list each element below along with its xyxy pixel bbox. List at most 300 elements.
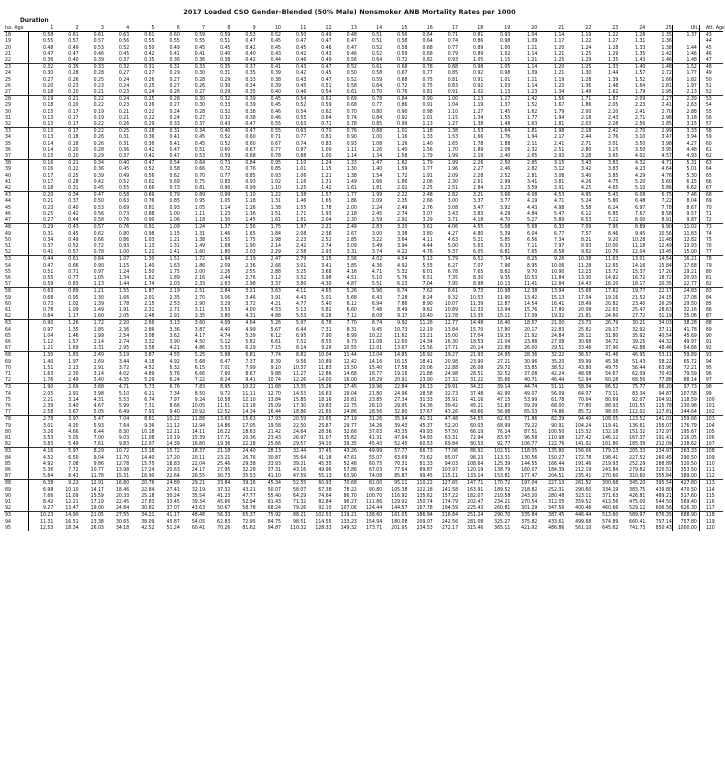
rate-cell: 0.93 <box>346 140 357 147</box>
rate-cell: 124.44 <box>365 505 383 512</box>
rate-cell: 24.40 <box>230 448 255 455</box>
rate-cell: 0.45 <box>270 44 281 51</box>
rate-cell: 0.71 <box>321 121 332 128</box>
ultimate-rate-cell: 41.78 <box>672 327 699 333</box>
rate-cell: 0.64 <box>371 82 383 89</box>
table-row <box>4 377 723 384</box>
rate-cell: 18.86 <box>293 409 307 416</box>
ultimate-rate-cell: 130.98 <box>672 403 699 409</box>
issue-age-cell: 63 <box>4 320 28 327</box>
rate-cell: 0.52 <box>118 44 130 51</box>
rate-cell: 26.55 <box>191 473 206 480</box>
rate-cell: 21.00 <box>537 320 564 327</box>
rate-cell: 0.72 <box>93 242 104 249</box>
rate-cell: 5.47 <box>79 416 104 423</box>
rate-cell: 45.66 <box>217 499 231 506</box>
rate-cell: 61.43 <box>267 499 281 506</box>
rate-cell: 1.81 <box>510 128 537 135</box>
rate-cell: 0.26 <box>93 140 104 147</box>
rate-cell: 0.63 <box>118 198 130 205</box>
rate-cell: 0.47 <box>321 38 332 45</box>
rate-cell: 1.30 <box>220 217 231 224</box>
rate-cell: 1.77 <box>527 114 538 121</box>
rate-cell: 1.75 <box>245 236 256 243</box>
rate-cell: 53.11 <box>645 352 672 359</box>
rate-cell: 2.52 <box>500 172 511 179</box>
rate-cell: 40.71 <box>524 377 538 384</box>
rate-cell: 5.68 <box>194 358 206 365</box>
rate-cell: 0.90 <box>397 108 408 115</box>
ultimate-rate-cell: 1.48 <box>672 57 699 64</box>
attained-age-cell: 44 <box>699 38 723 44</box>
rate-cell: 3.14 <box>68 396 79 403</box>
issue-age-cell: 73 <box>4 384 28 391</box>
rate-cell: 2.98 <box>245 281 256 288</box>
rate-cell: 0.21 <box>28 198 53 204</box>
rate-cell: 3.32 <box>144 338 155 345</box>
rate-cell: 1.86 <box>346 198 357 205</box>
rate-cell: 14.43 <box>578 281 592 288</box>
rate-cell: 25.82 <box>578 326 592 333</box>
rate-cell: 172.97 <box>655 428 672 435</box>
rate-cell: 561.10 <box>575 524 592 531</box>
rate-cell: 53.99 <box>524 396 538 403</box>
rate-cell: 7.57 <box>581 230 592 237</box>
rate-cell: 1.94 <box>554 114 565 121</box>
rate-cell: 3.72 <box>245 300 256 307</box>
ultimate-rate-cell: 2.13 <box>672 89 699 96</box>
rate-cell: 17.58 <box>394 364 408 371</box>
rate-cell: 4.89 <box>144 370 155 377</box>
rate-cell: 0.24 <box>104 96 129 103</box>
rate-cell: 74.08 <box>368 473 383 480</box>
rate-cell: 3.53 <box>220 306 231 313</box>
rate-cell: 26.76 <box>242 454 256 461</box>
rate-cell: 3.09 <box>346 242 357 249</box>
rate-cell: 167.78 <box>416 505 433 512</box>
rate-cell: 0.51 <box>371 32 383 39</box>
rate-cell: 0.45 <box>220 44 231 51</box>
rate-cell: 0.85 <box>169 198 180 205</box>
rate-cell: 1.21 <box>527 57 538 64</box>
rate-cell: 12.53 <box>28 525 53 531</box>
rate-cell: 7.67 <box>635 210 646 217</box>
rate-cell: 5.12 <box>220 338 231 345</box>
issue-age-cell: 81 <box>5 435 11 441</box>
rate-cell: 21.04 <box>497 338 511 345</box>
rate-cell: 43.26 <box>332 448 357 455</box>
rate-cell: 1.02 <box>68 300 79 307</box>
rate-cell: 1.22 <box>581 38 592 45</box>
ultimate-rate-cell: 320.50 <box>672 461 699 467</box>
rate-cell: 10.04 <box>306 352 331 359</box>
rate-cell: 2.03 <box>245 249 256 256</box>
rate-cell: 281.08 <box>467 518 484 525</box>
rate-cell: 19.16 <box>605 294 619 301</box>
rate-cell: 51.43 <box>632 358 646 365</box>
rate-cell: 19.16 <box>394 370 408 377</box>
rate-cell: 0.18 <box>68 134 79 141</box>
issue-age-cell: 46 <box>5 210 11 217</box>
rate-cell: 1.46 <box>68 332 79 339</box>
rate-cell: 7.08 <box>68 460 79 467</box>
rate-cell: 1.09 <box>527 38 538 45</box>
rate-cell: 315.46 <box>467 524 484 531</box>
rate-cell: 14.86 <box>217 422 231 429</box>
rate-cell: 37.90 <box>605 345 619 352</box>
rate-cell: 3.60 <box>180 320 205 327</box>
rate-cell: 7.65 <box>473 268 484 275</box>
rate-cell: 2.66 <box>270 262 281 269</box>
attained-age-cell: 48 <box>699 64 723 71</box>
rate-cell: 46.44 <box>551 377 565 384</box>
rate-cell: 3.49 <box>371 242 383 249</box>
rate-cell: 24.96 <box>394 390 408 397</box>
rate-cell: 0.78 <box>357 96 382 103</box>
rate-cell: 0.36 <box>194 57 206 64</box>
rate-cell: 0.64 <box>422 32 433 39</box>
rate-cell: 86.70 <box>343 492 357 499</box>
ultimate-rate-cell: 427.80 <box>672 480 699 487</box>
rate-cell: 10.37 <box>293 364 307 371</box>
rate-cell: 2.48 <box>407 192 432 199</box>
rate-cell: 0.31 <box>118 134 130 141</box>
rate-cell: 25.18 <box>141 492 155 499</box>
rate-cell: 1.59 <box>397 166 408 173</box>
rate-cell: 9.92 <box>382 320 407 327</box>
rate-cell: 3.61 <box>407 224 432 231</box>
rate-cell: 13.42 <box>524 294 538 301</box>
rate-cell: 5.21 <box>473 236 484 243</box>
rate-cell: 3.01 <box>28 423 53 429</box>
rate-cell: 3.21 <box>458 192 483 199</box>
rate-cell: 1.40 <box>371 166 383 173</box>
rate-cell: 345.20 <box>618 480 645 487</box>
rate-cell: 13.98 <box>115 467 130 474</box>
rate-cell: 4.71 <box>554 198 565 205</box>
issue-age-cell: 84 <box>5 454 11 461</box>
rate-cell: 1.62 <box>527 108 538 115</box>
rate-cell: 6.44 <box>93 428 104 435</box>
issue-age-cell: 62 <box>5 313 11 320</box>
rate-cell: 18.90 <box>141 473 155 480</box>
rate-cell: 1.09 <box>68 306 79 313</box>
rate-cell: 6.66 <box>194 370 206 377</box>
rate-cell: 0.36 <box>169 57 180 64</box>
rate-cell: 54.67 <box>605 370 619 377</box>
rate-cell: 6.52 <box>458 256 483 263</box>
rate-cell: 24.89 <box>154 480 179 487</box>
rate-cell: 8.21 <box>581 236 592 243</box>
rate-cell: 2.36 <box>118 326 130 333</box>
rate-cell: 6.85 <box>608 210 619 217</box>
rate-cell: 1.27 <box>473 108 484 115</box>
rate-cell: 6.97 <box>635 204 646 211</box>
rate-cell: 6.21 <box>144 390 155 397</box>
rate-cell: 5.24 <box>581 198 592 205</box>
rate-cell: 11.08 <box>141 435 155 441</box>
rate-cell: 28.56 <box>368 409 383 416</box>
rate-cell: 2.03 <box>581 121 592 128</box>
rate-cell: 0.82 <box>422 57 433 64</box>
rate-cell: 0.28 <box>93 70 104 77</box>
rate-cell: 0.29 <box>93 153 104 160</box>
rate-cell: 127.81 <box>655 409 672 416</box>
rate-cell: 1.40 <box>422 140 433 147</box>
rate-cell: 0.27 <box>28 217 53 224</box>
attained-age-cell: 105 <box>699 429 723 435</box>
rate-cell: 850.43 <box>655 524 672 531</box>
rate-cell: 6.12 <box>270 332 281 339</box>
rate-cell: 8.61 <box>433 288 458 295</box>
rate-cell: 1.74 <box>144 281 155 288</box>
rate-cell: 0.70 <box>371 89 383 96</box>
rate-cell: 4.54 <box>382 256 407 263</box>
rate-cell: 1.41 <box>169 249 180 256</box>
issue-age-cell: 71 <box>5 370 11 377</box>
rate-cell: 0.13 <box>28 134 53 140</box>
rate-cell: 2.59 <box>371 217 383 224</box>
rate-cell: 3.40 <box>93 377 104 384</box>
rate-cell: 1.10 <box>270 185 281 192</box>
rate-cell: 3.56 <box>332 256 357 263</box>
rate-cell: 0.38 <box>245 114 256 121</box>
rate-cell: 3.14 <box>93 370 104 377</box>
rate-cell: 0.86 <box>118 236 130 243</box>
rate-cell: 0.90 <box>144 217 155 224</box>
rate-cell: 2.65 <box>527 153 538 160</box>
rate-cell: 0.31 <box>118 140 130 147</box>
rate-cell: 0.20 <box>68 153 79 160</box>
rate-cell: 6.78 <box>447 268 459 275</box>
rate-cell: 28.51 <box>470 370 484 377</box>
rate-cell: 0.80 <box>371 108 383 115</box>
rate-cell: 0.75 <box>422 82 433 89</box>
rate-cell: 0.23 <box>68 82 79 89</box>
rate-cell: 3.98 <box>661 140 672 147</box>
rate-cell: 3.90 <box>169 338 180 345</box>
rate-cell: 0.64 <box>180 160 205 167</box>
rate-cell: 1.38 <box>433 128 458 135</box>
rate-cell: 8.00 <box>635 217 646 224</box>
rate-cell: 7.97 <box>554 242 565 249</box>
rate-cell: 98.05 <box>605 409 619 416</box>
rate-cell: 90.91 <box>551 422 565 429</box>
rate-cell: 166.44 <box>548 460 565 467</box>
rate-cell: 17.09 <box>524 313 538 320</box>
rate-cell: 4.63 <box>447 236 459 243</box>
rate-cell: 133.14 <box>467 473 484 480</box>
rate-cell: 251.24 <box>458 512 483 519</box>
rate-cell: 2.28 <box>608 121 619 128</box>
rate-cell: 0.47 <box>28 51 53 57</box>
rate-cell: 0.22 <box>93 102 104 109</box>
rate-cell: 14.17 <box>90 486 104 493</box>
rate-cell: 112.02 <box>629 409 646 416</box>
rate-cell: 0.34 <box>28 237 53 243</box>
issue-age-cell: 19 <box>5 38 11 45</box>
rate-cell: 52.94 <box>578 377 592 384</box>
attained-age-cell: 94 <box>699 359 723 365</box>
rate-cell: 2.19 <box>154 288 179 295</box>
rate-cell: 30.21 <box>618 320 645 327</box>
rate-cell: 5.58 <box>581 204 592 211</box>
rate-cell: 19.36 <box>217 441 231 448</box>
rate-cell: 4.98 <box>554 204 565 211</box>
rate-cell: 45.87 <box>166 518 180 525</box>
rate-cell: 10.28 <box>632 236 646 243</box>
rate-cell: 8.39 <box>270 358 281 365</box>
rate-cell: 5.80 <box>608 198 619 205</box>
rate-cell: 4.16 <box>28 448 53 455</box>
rate-cell: 15.84 <box>658 262 672 269</box>
rate-cell: 1.25 <box>295 185 307 192</box>
rate-cell: 7.00 <box>93 435 104 441</box>
rate-cell: 0.91 <box>447 89 459 96</box>
rate-cell: 1.38 <box>473 121 484 128</box>
rate-cell: 79.22 <box>524 422 538 429</box>
rate-cell: 3.21 <box>230 288 255 295</box>
rate-cell: 0.55 <box>270 121 281 128</box>
rate-cell: 14.85 <box>382 352 407 359</box>
ultimate-rate-cell: 65.72 <box>672 359 699 365</box>
rate-cell: 2.17 <box>554 134 565 141</box>
rate-cell: 23.73 <box>564 320 591 327</box>
rate-cell: 3.91 <box>270 294 281 301</box>
rate-cell: 0.22 <box>144 108 155 115</box>
rate-cell: 12.77 <box>433 320 458 327</box>
rate-cell: 31.07 <box>318 435 332 441</box>
duration-header: 5 <box>129 25 154 32</box>
rate-cell: 2.05 <box>118 313 130 320</box>
rate-cell: 33.85 <box>524 364 538 371</box>
ultimate-rate-cell: 195.67 <box>672 429 699 435</box>
rate-cell: 6.24 <box>608 204 619 211</box>
rate-cell: 4.44 <box>422 242 433 249</box>
rate-cell: 3.58 <box>144 345 155 352</box>
ultimate-rate-cell: 1000.00 <box>672 525 699 531</box>
rate-cell: 5.63 <box>473 242 484 249</box>
rate-cell: 63.69 <box>394 454 408 461</box>
rate-cell: 0.45 <box>118 50 130 57</box>
rate-cell: 9.32 <box>447 294 459 301</box>
rate-cell: 323.11 <box>575 492 592 499</box>
rate-cell: 11.48 <box>658 236 672 243</box>
rate-cell: 1.45 <box>245 217 256 224</box>
rate-cell: 2.67 <box>346 230 357 237</box>
rate-cell: 0.32 <box>220 108 231 115</box>
attained-age-cell: 60 <box>699 141 723 147</box>
rate-cell: 13.84 <box>444 326 459 333</box>
rate-cell: 14.11 <box>191 428 206 435</box>
rate-cell: 0.52 <box>118 178 130 185</box>
rate-cell: 34.36 <box>419 402 433 409</box>
rate-cell: 7.22 <box>194 377 206 384</box>
ultimate-rate-cell: 11.83 <box>672 231 699 237</box>
rate-cell: 19.77 <box>618 288 645 295</box>
rate-cell: 0.53 <box>93 44 104 51</box>
attained-age-cell: 52 <box>699 89 723 96</box>
rate-cell: 48.48 <box>180 512 205 519</box>
rate-cell: 22.17 <box>645 288 672 295</box>
rate-cell: 21.18 <box>205 448 230 455</box>
rate-cell: 2.26 <box>458 160 483 167</box>
rate-cell: 1.10 <box>281 160 306 167</box>
table-row <box>4 480 723 487</box>
issue-age-cell: 47 <box>5 217 11 224</box>
rate-cell: 45.34 <box>256 480 281 487</box>
rate-cell: 0.81 <box>473 32 484 39</box>
rate-cell: 8.93 <box>581 242 592 249</box>
rate-cell: 115.11 <box>441 473 459 480</box>
rate-cell: 167.37 <box>629 435 646 441</box>
rate-cell: 1.26 <box>397 140 408 147</box>
issue-age-cell: 41 <box>5 178 11 185</box>
table-row <box>4 96 723 103</box>
rate-cell: 4.92 <box>28 461 53 467</box>
rate-cell: 5.01 <box>321 294 332 301</box>
rate-cell: 3.01 <box>608 140 619 147</box>
rate-cell: 0.33 <box>180 64 205 71</box>
rate-cell: 1.24 <box>118 268 130 275</box>
rate-cell: 2.47 <box>256 256 281 263</box>
rate-cell: 38.52 <box>551 364 565 371</box>
rate-cell: 156.07 <box>655 422 672 429</box>
rate-cell: 0.47 <box>346 44 357 51</box>
rate-cell: 16.44 <box>267 409 281 416</box>
rate-cell: 1.63 <box>169 262 180 269</box>
rate-cell: 15.59 <box>90 492 104 499</box>
rate-cell: 5.97 <box>281 320 306 327</box>
duration-header: 1 <box>28 25 53 32</box>
rate-cell: 0.25 <box>129 96 154 103</box>
ultimate-rate-cell: 2.39 <box>672 96 699 103</box>
rate-cell: 44.74 <box>510 384 537 391</box>
rate-cell: 3.35 <box>194 313 206 320</box>
rate-cell: 46.95 <box>618 352 645 359</box>
ultimate-rate-cell: 35.06 <box>672 313 699 320</box>
rate-cell: 14.68 <box>343 370 357 377</box>
rate-cell: 10.00 <box>605 242 619 249</box>
rate-cell: 48.46 <box>658 345 672 352</box>
attained-age-cell: 101 <box>699 403 723 409</box>
rate-cell: 210.58 <box>494 492 511 499</box>
issue-age-cell: 24 <box>5 70 11 77</box>
rate-cell: 29.95 <box>394 402 408 409</box>
rate-cell: 3.80 <box>220 313 231 320</box>
rate-cell: 4.51 <box>346 274 357 281</box>
rate-cell: 1.27 <box>608 38 619 45</box>
rate-cell: 0.28 <box>194 108 206 115</box>
rate-cell: 2.50 <box>483 160 510 167</box>
rate-cell: 270.60 <box>602 473 619 480</box>
rate-cell: 1.25 <box>554 57 565 64</box>
rate-cell: 29.72 <box>497 364 511 371</box>
rate-cell: 14.34 <box>419 338 433 345</box>
rate-cell: 1.13 <box>458 96 483 103</box>
rate-cell: 13.35 <box>470 313 484 320</box>
rate-cell: 61.78 <box>551 396 565 403</box>
rate-cell: 2.23 <box>295 236 307 243</box>
rate-cell: 0.64 <box>321 114 332 121</box>
rate-cell: 1.66 <box>661 76 672 83</box>
rate-cell: 0.85 <box>371 121 383 128</box>
rate-cell: 4.70 <box>500 217 511 224</box>
rate-cell: 52.45 <box>394 441 408 448</box>
attained-age-cell: 64 <box>699 166 723 172</box>
rate-cell: 49.66 <box>470 409 484 416</box>
rate-cell: 49.75 <box>605 364 619 371</box>
